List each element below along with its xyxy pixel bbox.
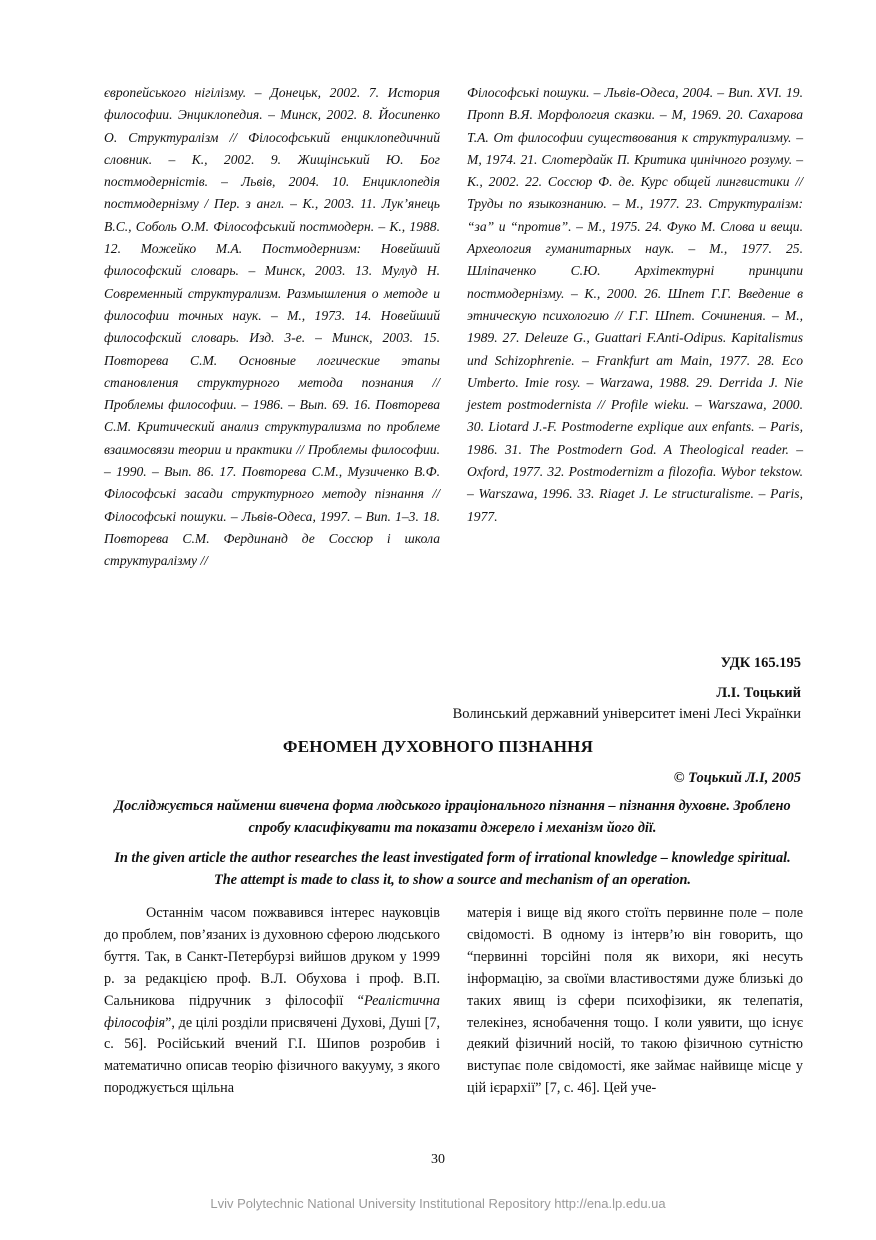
- body-right-column: [467, 903, 803, 1100]
- body-text-segment: ”, де цілі розділи присвячені Духові, Душі [7, с. 56]. Російський вчений Г.І. Шипов розробив і математично описав теорію фізичного вакууму, з якого породжується щільна: [104, 1014, 440, 1097]
- copyright-notice: © Тоцький Л.І, 2005: [673, 770, 801, 786]
- author-affiliation: Волинський державний університет імені Лесі Українки: [452, 706, 801, 722]
- references-left-column: європейського нігілізму. – Донецьк, 2002. 7. История философии. Энциклопедия. – Минск, 2002. 8. Йосипенко О. Структуралізм // Філософський енциклопедичний словник. – К., 2002. 9. Жищінський Ю. Бог постмодерністів. – Львів, 2004. 10. Енциклопедія постмодернізму / Пер. з англ. – К., 2003. 11. Лук’янець В.С., Соболь О.М. Філософський постмодерн. – К., 1988. 12. Можейко М.А. Постмодернизм: Новейший философский словарь. – Минск, 2003. 13. Мулуд Н. Современный структурализм. Размышления о методе и философии точных наук. – М., 1973. 14. Новейший философский словарь. Изд. 3-е. – Минск, 2003. 15. Повторева С.М. Основные логические этапы становления структурного метода познания // Проблемы философии. – 1986. – Вып. 69. 16. Повторева С.М. Критический анализ структурализма по проблеме взаимосвязи теории и практики // Проблемы философии. – 1990. – Вып. 86. 17. Повторева С.М., Музиченко В.Ф. Філософські засади структурного методу пізнання // Філософські пошуки. – Львів-Одеса, 1997. – Вип. 1–3. 18. Повторева С.М. Фердинанд де Соссюр і школа структуралізму //: [104, 85, 440, 569]
- body-paragraph: матерія і вище від якого стоїть первинне поле – поле свідомості. В одному із інтерв’ю він говорить, що “первинні торсійні поля як вихори, які несуть інформацію, за своїми властивостями дуже близькі до таких явищ із сфери психофізики, як телепатія, телекінез, яснобачення тощо. І коли уявити, що існує деякий фізичний носій, то такою фізичною сутністю виступає поле свідомості, яке займає найвище місце у цій ієрархії” [7, с. 46]. Цей уче-: [467, 905, 803, 1097]
- page-number: 30: [431, 1152, 445, 1167]
- abstract-english: In the given article the author researches the least investigated form of irrational knowledge – knowledge spiritual. The attempt is made to class it, to show a source and mechanism of an operation.: [114, 850, 791, 888]
- repository-footer: Lviv Polytechnic National University Institutional Repository http://ena.lp.edu.ua: [210, 1196, 666, 1211]
- references-right-column: Філософські пошуки. – Львів-Одеса, 2004. – Вип. XVI. 19. Пропп В.Я. Морфология сказки. – М, 1969. 20. Сахарова Т.А. От философии существования к структурализму. – М, 1974. 21. Слотердайк П. Критика цинічного розуму. – К., 2002. 22. Соссюр Ф. де. Курс общей лингвистики // Труды по языкознанию. – М., 1977. 23. Структуралізм: “за” и “против”. – М., 1975. 24. Фуко М. Слова и вещи. Археология гуманитарных наук. – М., 1977. 25. Шліпаченко С.Ю. Архітектурні принципи постмодернізму. – К., 2000. 26. Шпет Г.Г. Введение в этническую психологию // Г.Г. Шпет. Сочинения. – М., 1989. 27. Deleuze G., Guattari F.Anti-Odipus. Kapitalismus und Schizophrenie. – Frankfurt am Main, 1977. 28. Eco Umberto. Imie rosy. – Warzawa, 1988. 29. Derrida J. Nie jestem postmodernista // Profile wieku. – Warszawa, 2000. 30. Liotard J.-F. Postmoderne explique aux enfants. – Paris, 1986. 31. The Postmodern God. A Theological reader. – Oxford, 1977. 32. Postmodernizm a filozofia. Wybor tekstow. – Warszawa, 1996. 33. Riaget J. Le structuralisme. – Paris, 1977.: [467, 85, 803, 524]
- article-title: ФЕНОМЕН ДУХОВНОГО ПІЗНАННЯ: [282, 737, 594, 756]
- abstract-ukrainian: Досліджується найменш вивчена форма людського ірраціонального пізнання – пізнання духовне. Зроблено спробу класифікувати та показати джерело і механізм його дії.: [114, 798, 791, 836]
- udc-code: УДК 165.195: [720, 655, 801, 671]
- body-paragraph: [104, 903, 440, 1100]
- body-left-column: [104, 903, 440, 1100]
- author-name: Л.І. Тоцький: [716, 685, 801, 701]
- book-title-italic: Реалістична філософія: [104, 992, 440, 1031]
- body-text-segment: Останнім часом пожвавився інтерес науковців до проблем, пов’язаних із духовною сферою людського буття. Так, в Санкт-Петербурзі вийшов друком у 1999 р. за редакцією проф. В.Л. Обухова і проф. В.П. Сальникова підручник з філософії “: [104, 905, 440, 1009]
